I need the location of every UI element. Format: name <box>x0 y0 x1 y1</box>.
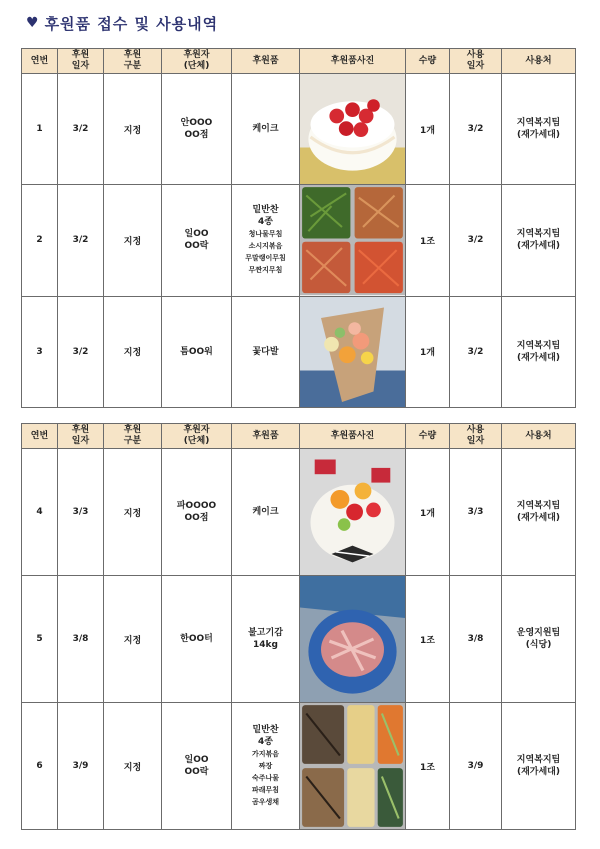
cake-strawberry-photo <box>300 74 405 184</box>
cell-date: 3/8 <box>58 576 104 703</box>
side-dishes-2-photo <box>300 703 405 829</box>
cell-photo <box>300 576 406 703</box>
item-main: 밑반찬 4종 <box>252 205 279 228</box>
cell-date: 3/2 <box>58 296 104 407</box>
cell-use-date: 3/2 <box>450 296 502 407</box>
cell-type: 지정 <box>104 296 162 407</box>
col-header-use-date: 사용 일자 <box>450 424 502 449</box>
cell-date: 3/3 <box>58 449 104 576</box>
col-header-date: 후원 일자 <box>58 424 104 449</box>
cell-qty: 1개 <box>406 449 450 576</box>
table-row <box>22 74 576 185</box>
flower-bouquet-photo <box>300 297 405 407</box>
col-header-use-place: 사용처 <box>502 49 576 74</box>
cell-no: 4 <box>22 449 58 576</box>
col-header-no: 연번 <box>22 424 58 449</box>
table-row <box>22 185 576 296</box>
cell-use-date: 3/3 <box>450 449 502 576</box>
col-header-type: 후원 구분 <box>104 424 162 449</box>
cell-date: 3/2 <box>58 185 104 296</box>
cell-no: 1 <box>22 74 58 185</box>
col-header-date: 후원 일자 <box>58 49 104 74</box>
cell-date: 3/2 <box>58 74 104 185</box>
cell-use-date: 3/2 <box>450 185 502 296</box>
item-main: 케이크 <box>252 124 279 135</box>
cell-item <box>232 449 300 576</box>
cell-item <box>232 296 300 407</box>
page-title <box>26 12 218 34</box>
donation-table-1 <box>21 48 576 408</box>
col-header-photo: 후원품사진 <box>300 49 406 74</box>
cell-donor: 일OO OO락 <box>162 703 232 830</box>
cell-photo <box>300 74 406 185</box>
cell-donor: 일OO OO락 <box>162 185 232 296</box>
cell-qty: 1조 <box>406 185 450 296</box>
cell-photo <box>300 703 406 830</box>
item-sub: 가지볶음 짜장 숙주나물 파래무침 곰우생채 <box>251 750 280 806</box>
col-header-donor: 후원자 (단체) <box>162 424 232 449</box>
donation-table-2 <box>21 423 576 830</box>
cell-use-place: 운영지원팀 (식당) <box>502 576 576 703</box>
col-header-type: 후원 구분 <box>104 49 162 74</box>
item-main: 불고기감 14kg <box>248 628 283 650</box>
col-header-use-date: 사용 일자 <box>450 49 502 74</box>
bulgogi-meat-photo <box>300 576 405 702</box>
cell-item <box>232 74 300 185</box>
cell-qty: 1개 <box>406 296 450 407</box>
table-header-row <box>22 49 576 74</box>
cell-qty: 1조 <box>406 576 450 703</box>
cell-type: 지정 <box>104 449 162 576</box>
item-sub: 청나물무침 소시지볶음 무말랭이무침 무짠지무침 <box>245 230 286 275</box>
heart-icon: ♥ <box>26 15 39 31</box>
cell-no: 6 <box>22 703 58 830</box>
page-title-text: 후원품 접수 및 사용내역 <box>44 14 219 33</box>
table-row <box>22 449 576 576</box>
col-header-no: 연번 <box>22 49 58 74</box>
cake-fruit-photo <box>300 449 405 575</box>
cell-no: 5 <box>22 576 58 703</box>
cell-donor: 틈OO워 <box>162 296 232 407</box>
cell-type: 지정 <box>104 703 162 830</box>
cell-no: 3 <box>22 296 58 407</box>
cell-qty: 1개 <box>406 74 450 185</box>
item-main: 밑반찬 4종 <box>252 725 279 747</box>
cell-type: 지정 <box>104 576 162 703</box>
cell-donor: 한OO터 <box>162 576 232 703</box>
cell-photo <box>300 296 406 407</box>
cell-type: 지정 <box>104 74 162 185</box>
cell-item <box>232 185 300 296</box>
cell-item <box>232 703 300 830</box>
table-header-row <box>22 424 576 449</box>
cell-qty: 1조 <box>406 703 450 830</box>
cell-photo <box>300 449 406 576</box>
col-header-donor: 후원자 (단체) <box>162 49 232 74</box>
cell-use-place: 지역복지팀 (재가세대) <box>502 74 576 185</box>
col-header-item: 후원품 <box>232 424 300 449</box>
cell-use-place: 지역복지팀 (재가세대) <box>502 449 576 576</box>
col-header-photo: 후원품사진 <box>300 424 406 449</box>
table-row <box>22 296 576 407</box>
item-main: 케이크 <box>252 507 279 517</box>
side-dishes-photo <box>300 185 405 295</box>
col-header-qty: 수량 <box>406 424 450 449</box>
col-header-qty: 수량 <box>406 49 450 74</box>
cell-donor: 안OOO OO점 <box>162 74 232 185</box>
cell-photo <box>300 185 406 296</box>
cell-use-date: 3/2 <box>450 74 502 185</box>
cell-use-place: 지역복지팀 (재가세대) <box>502 703 576 830</box>
col-header-item: 후원품 <box>232 49 300 74</box>
cell-type: 지정 <box>104 185 162 296</box>
cell-donor: 파OOOO OO점 <box>162 449 232 576</box>
cell-use-date: 3/8 <box>450 576 502 703</box>
cell-use-place: 지역복지팀 (재가세대) <box>502 296 576 407</box>
col-header-use-place: 사용처 <box>502 424 576 449</box>
cell-date: 3/9 <box>58 703 104 830</box>
cell-no: 2 <box>22 185 58 296</box>
table-row <box>22 703 576 830</box>
cell-item <box>232 576 300 703</box>
table-row <box>22 576 576 703</box>
cell-use-place: 지역복지팀 (재가세대) <box>502 185 576 296</box>
cell-use-date: 3/9 <box>450 703 502 830</box>
item-main: 꽃다발 <box>252 346 279 357</box>
